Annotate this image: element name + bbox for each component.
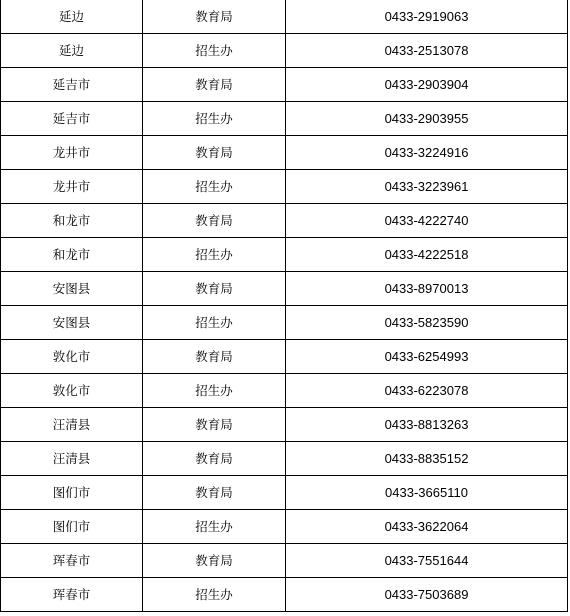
table-row (1, 136, 568, 170)
table-row (1, 510, 568, 544)
table-row (1, 170, 568, 204)
phone-cell: 0433-7503689 (286, 578, 568, 612)
office-cell: 教育局 (143, 544, 286, 578)
table-row (1, 442, 568, 476)
phone-cell: 0433-3622064 (286, 510, 568, 544)
table-row (1, 476, 568, 510)
phone-cell: 0433-6254993 (286, 340, 568, 374)
phone-cell: 0433-8970013 (286, 272, 568, 306)
office-cell: 教育局 (143, 340, 286, 374)
region-cell: 图们市 (1, 510, 143, 544)
phone-cell: 0433-8835152 (286, 442, 568, 476)
region-cell: 延吉市 (1, 102, 143, 136)
contact-table-body (1, 0, 568, 612)
office-cell: 招生办 (143, 102, 286, 136)
region-cell: 延吉市 (1, 68, 143, 102)
table-row (1, 374, 568, 408)
office-cell: 招生办 (143, 374, 286, 408)
table-row (1, 204, 568, 238)
phone-cell: 0433-7551644 (286, 544, 568, 578)
phone-cell: 0433-3665110 (286, 476, 568, 510)
office-cell: 教育局 (143, 272, 286, 306)
table-row (1, 578, 568, 612)
table-row (1, 238, 568, 272)
office-cell: 教育局 (143, 204, 286, 238)
phone-cell: 0433-5823590 (286, 306, 568, 340)
office-cell: 招生办 (143, 306, 286, 340)
region-cell: 珲春市 (1, 578, 143, 612)
phone-cell: 0433-3223961 (286, 170, 568, 204)
region-cell: 安图县 (1, 272, 143, 306)
table-row (1, 408, 568, 442)
office-cell: 招生办 (143, 510, 286, 544)
region-cell: 珲春市 (1, 544, 143, 578)
phone-cell: 0433-2903904 (286, 68, 568, 102)
table-row (1, 306, 568, 340)
office-cell: 招生办 (143, 170, 286, 204)
office-cell: 教育局 (143, 136, 286, 170)
table-row (1, 102, 568, 136)
region-cell: 龙井市 (1, 136, 143, 170)
phone-cell: 0433-3224916 (286, 136, 568, 170)
table-row (1, 0, 568, 34)
office-cell: 教育局 (143, 68, 286, 102)
table-row (1, 68, 568, 102)
table-row (1, 272, 568, 306)
office-cell: 教育局 (143, 442, 286, 476)
region-cell: 汪清县 (1, 442, 143, 476)
region-cell: 汪清县 (1, 408, 143, 442)
region-cell: 延边 (1, 34, 143, 68)
office-cell: 教育局 (143, 476, 286, 510)
phone-cell: 0433-4222740 (286, 204, 568, 238)
office-cell: 教育局 (143, 0, 286, 34)
region-cell: 敦化市 (1, 340, 143, 374)
table-row (1, 340, 568, 374)
region-cell: 和龙市 (1, 238, 143, 272)
phone-cell: 0433-2513078 (286, 34, 568, 68)
region-cell: 安图县 (1, 306, 143, 340)
region-cell: 和龙市 (1, 204, 143, 238)
region-cell: 图们市 (1, 476, 143, 510)
table-row (1, 34, 568, 68)
phone-cell: 0433-2903955 (286, 102, 568, 136)
office-cell: 招生办 (143, 238, 286, 272)
region-cell: 龙井市 (1, 170, 143, 204)
phone-cell: 0433-2919063 (286, 0, 568, 34)
office-cell: 教育局 (143, 408, 286, 442)
region-cell: 敦化市 (1, 374, 143, 408)
region-cell: 延边 (1, 0, 143, 34)
office-cell: 招生办 (143, 34, 286, 68)
phone-cell: 0433-4222518 (286, 238, 568, 272)
phone-cell: 0433-8813263 (286, 408, 568, 442)
office-cell: 招生办 (143, 578, 286, 612)
table-row (1, 544, 568, 578)
phone-cell: 0433-6223078 (286, 374, 568, 408)
